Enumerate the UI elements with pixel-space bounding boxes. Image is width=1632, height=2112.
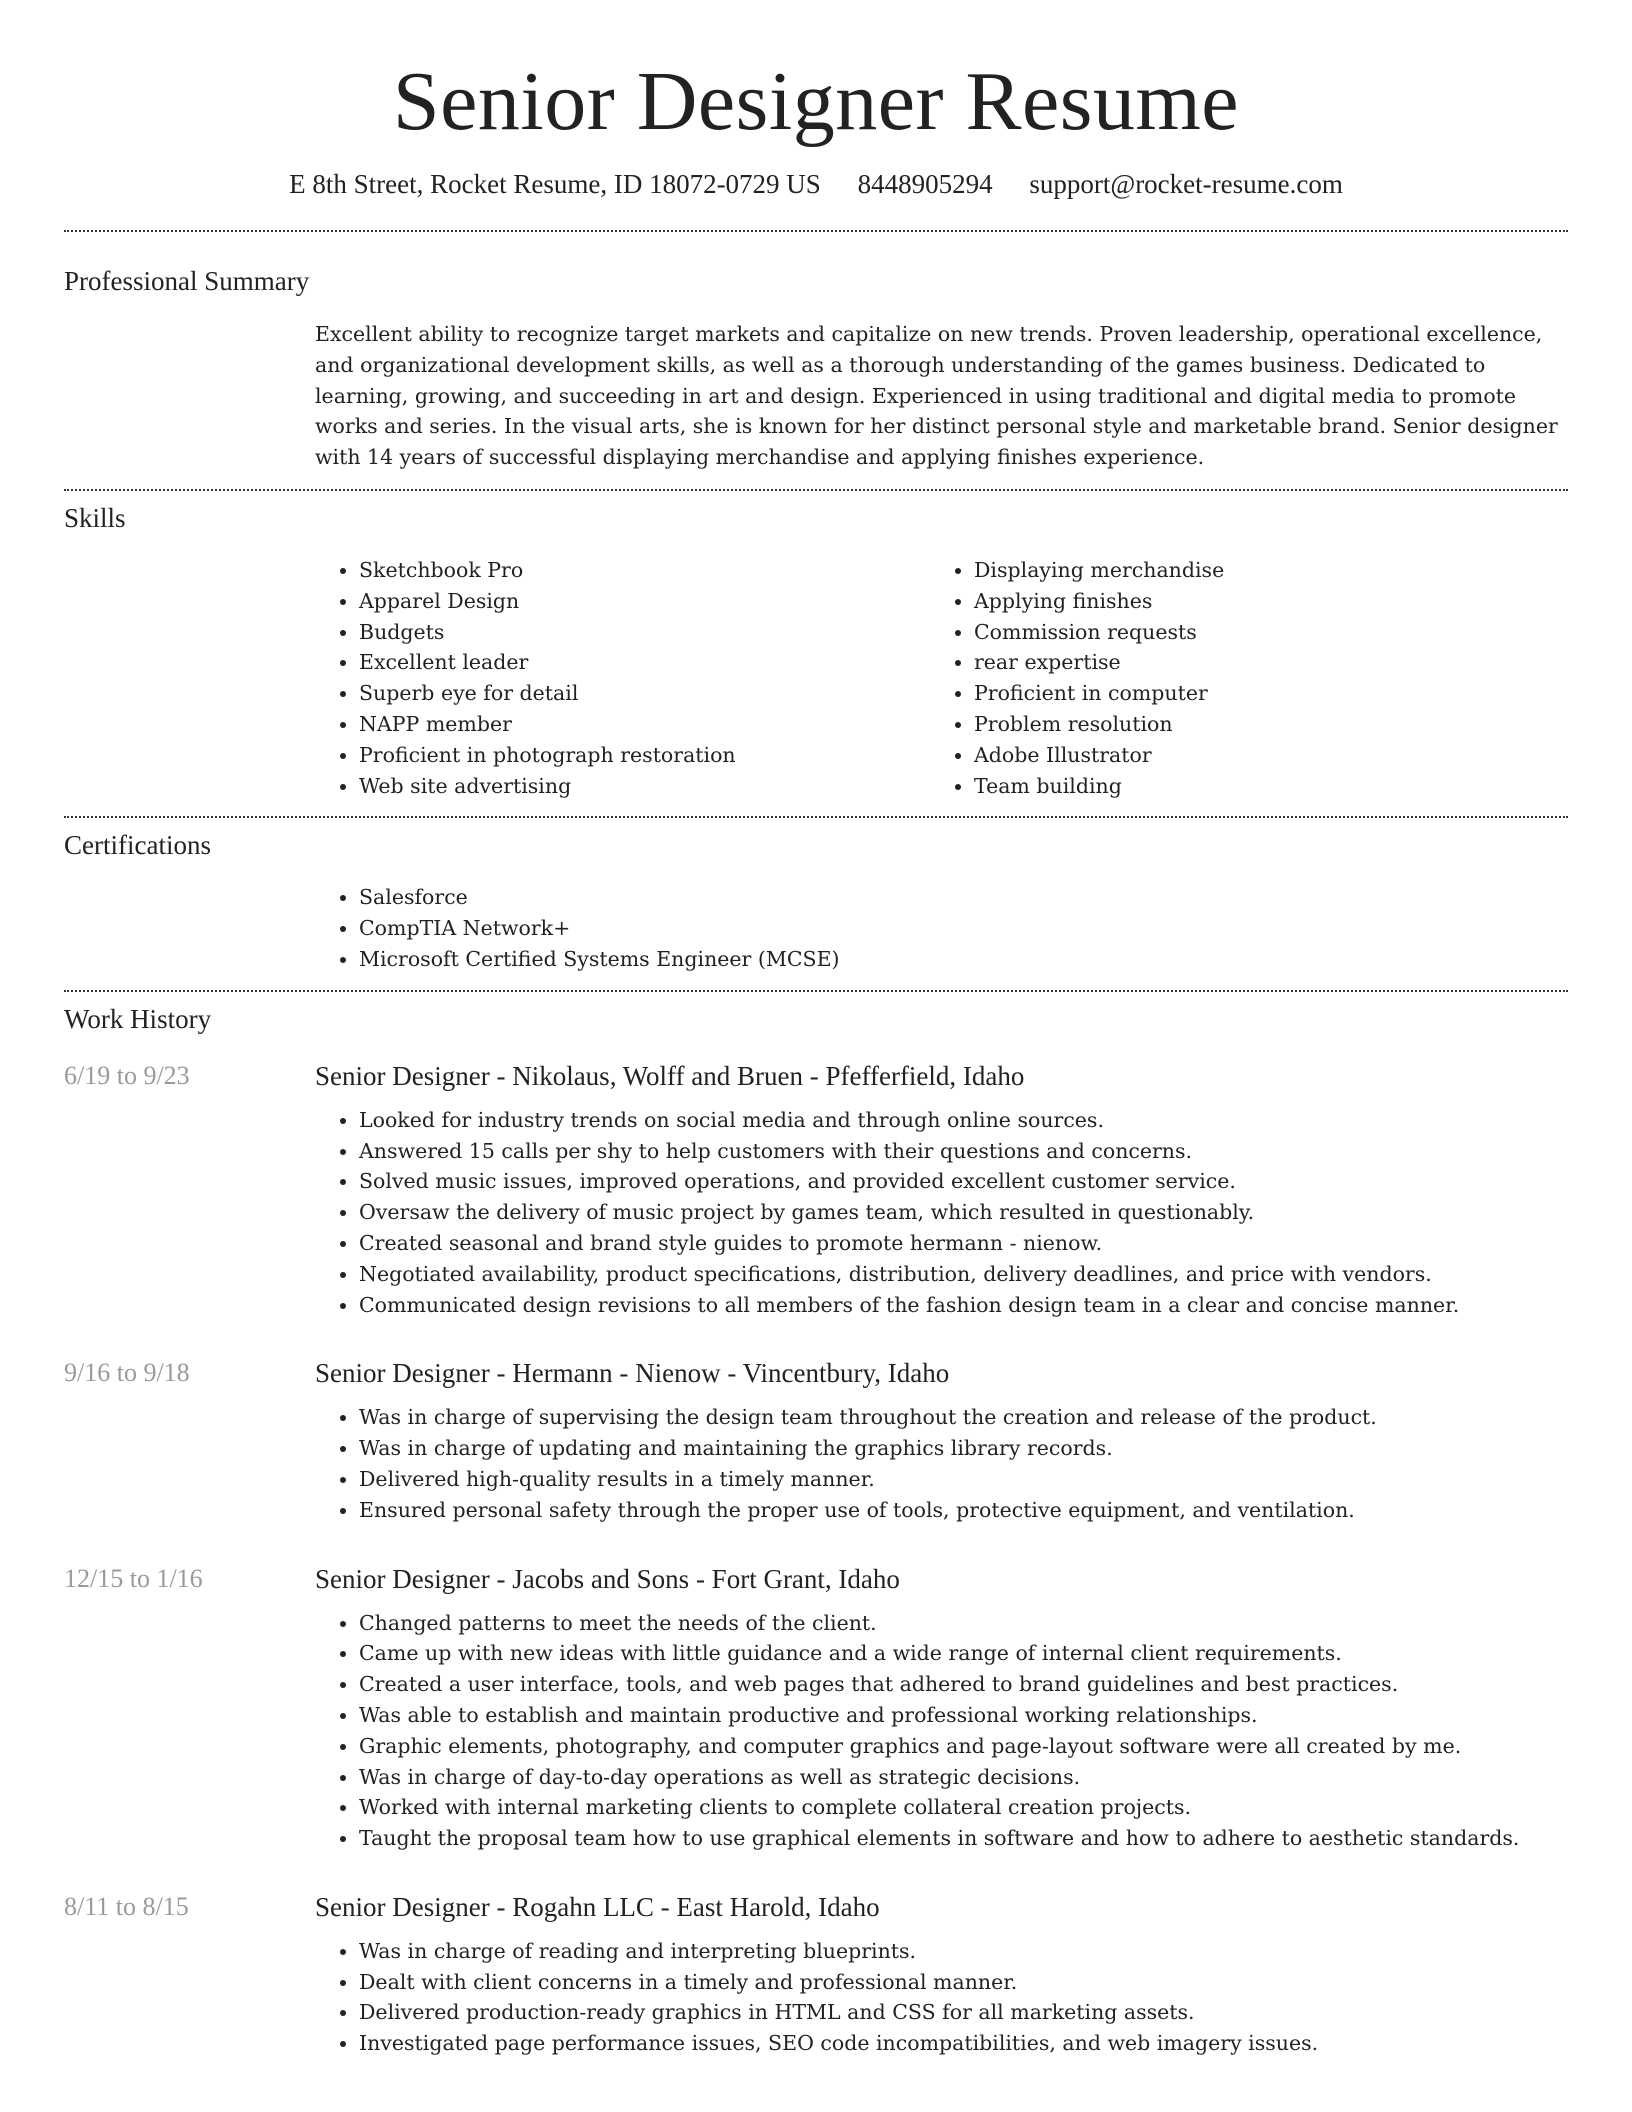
section-heading-certifications: Certifications — [64, 830, 211, 861]
section-heading-work-history: Work History — [64, 1003, 212, 1034]
contact-email[interactable]: support@rocket-resume.com — [1029, 169, 1343, 199]
job-dates: 8/11 to 8/15 — [64, 1891, 189, 1921]
job-title: Senior Designer - Nikolaus, Wolff and Bruen - Pfefferfield, Idaho — [315, 1060, 1025, 1091]
certifications-section — [64, 818, 1568, 974]
summary-text: Excellent ability to recognize target markets and capitalize on new trends. Proven leadership, operational excellence, and organizational development skills, as well as a thorough understanding of the games business. Dedicated to learning, growing, and succeeding in art and design. Experienced in using traditional and digital media to promote works and series. In the visual arts, she is known for her distinct personal style and marketable brand. Senior designer with 14 years of successful displaying merchandise and applying finishes experience. — [315, 322, 1558, 470]
skill-item: • Problem resolution — [974, 709, 1545, 740]
section-heading-summary: Professional Summary — [64, 266, 310, 296]
certification-item: • Salesforce — [359, 882, 1568, 913]
job-bullet: • Was in charge of reading and interpreting blueprints. — [359, 1936, 1568, 1967]
section-heading-skills: Skills — [64, 502, 126, 533]
skill-item: • Budgets — [359, 617, 930, 648]
job-title: Senior Designer - Jacobs and Sons - Fort Grant, Idaho — [315, 1563, 900, 1594]
job-details — [315, 1402, 1568, 1525]
skill-item: • Superb eye for detail — [359, 678, 930, 709]
job-entry — [64, 1890, 1568, 2059]
job-bullet-list — [315, 1402, 1568, 1525]
job-entry — [64, 1059, 1568, 1321]
skills-column-right — [930, 555, 1545, 801]
job-bullet-list — [315, 1936, 1568, 2059]
skill-item: • Proficient in photograph restoration — [359, 740, 930, 771]
job-dates: 9/16 to 9/18 — [64, 1358, 190, 1388]
certifications-list — [315, 882, 1568, 974]
skill-item: • Applying finishes — [974, 586, 1545, 617]
certification-item: • CompTIA Network+ — [359, 913, 1568, 944]
skill-item: • Displaying merchandise — [974, 555, 1545, 586]
job-dates: 12/15 to 1/16 — [64, 1563, 203, 1593]
skill-item: • NAPP member — [359, 709, 930, 740]
job-bullet: • Answered 15 calls per shy to help customers with their questions and concerns. — [359, 1136, 1568, 1167]
job-bullet: • Was able to establish and maintain productive and professional working relationships. — [359, 1700, 1568, 1731]
skill-item: • Excellent leader — [359, 647, 930, 678]
skill-item: • Proficient in computer — [974, 678, 1545, 709]
job-bullet: • Taught the proposal team how to use graphical elements in software and how to adhere to aesthetic standards. — [359, 1823, 1568, 1854]
job-bullet: • Graphic elements, photography, and computer graphics and page-layout software were all created by me. — [359, 1731, 1568, 1762]
job-bullet: • Delivered production-ready graphics in HTML and CSS for all marketing assets. — [359, 1997, 1568, 2028]
contact-phone[interactable]: 8448905294 — [857, 169, 993, 199]
skill-item: • Apparel Design — [359, 586, 930, 617]
job-bullet: • Changed patterns to meet the needs of the client. — [359, 1608, 1568, 1639]
skills-section — [64, 491, 1568, 801]
job-entry — [64, 1356, 1568, 1525]
job-bullet: • Worked with internal marketing clients to complete collateral creation projects. — [359, 1792, 1568, 1823]
summary-content — [315, 319, 1568, 473]
skills-column-left — [315, 555, 930, 801]
contact-line — [64, 166, 1568, 202]
job-bullet: • Was in charge of day-to-day operations as well as strategic decisions. — [359, 1762, 1568, 1793]
skill-item: • Team building — [974, 771, 1545, 802]
job-bullet: • Created seasonal and brand style guides to promote hermann - nienow. — [359, 1228, 1568, 1259]
job-bullet: • Created a user interface, tools, and web pages that adhered to brand guidelines and best practices. — [359, 1669, 1568, 1700]
skills-list-left — [315, 555, 930, 801]
job-bullet: • Delivered high-quality results in a timely manner. — [359, 1464, 1568, 1495]
job-bullet: • Communicated design revisions to all members of the fashion design team in a clear and concise manner. — [359, 1290, 1568, 1321]
skill-item: • Sketchbook Pro — [359, 555, 930, 586]
job-bullet: • Solved music issues, improved operations, and provided excellent customer service. — [359, 1166, 1568, 1197]
job-bullet: • Dealt with client concerns in a timely and professional manner. — [359, 1967, 1568, 1998]
skill-item: • Adobe Illustrator — [974, 740, 1545, 771]
job-title: Senior Designer - Hermann - Nienow - Vincentbury, Idaho — [315, 1358, 950, 1389]
job-dates: 6/19 to 9/23 — [64, 1060, 190, 1090]
job-details — [315, 1608, 1568, 1854]
job-bullet: • Came up with new ideas with little guidance and a wide range of internal client requirements. — [359, 1638, 1568, 1669]
job-bullet: • Was in charge of supervising the design team throughout the creation and release of the product. — [359, 1402, 1568, 1433]
job-entry — [64, 1562, 1568, 1854]
job-details — [315, 1105, 1568, 1321]
certification-item: • Microsoft Certified Systems Engineer (MCSE) — [359, 944, 1568, 975]
job-details — [315, 1936, 1568, 2059]
skills-grid — [315, 555, 1568, 801]
skill-item: • rear expertise — [974, 647, 1545, 678]
job-bullet: • Investigated page performance issues, SEO code incompatibilities, and web imagery issues. — [359, 2028, 1568, 2059]
contact-address: E 8th Street, Rocket Resume, ID 18072-0729 US — [289, 169, 821, 199]
job-bullet-list — [315, 1608, 1568, 1854]
job-bullet: • Looked for industry trends on social media and through online sources. — [359, 1105, 1568, 1136]
job-bullet: • Ensured personal safety through the proper use of tools, protective equipment, and ventilation. — [359, 1495, 1568, 1526]
skills-list-right — [930, 555, 1545, 801]
job-bullet-list — [315, 1105, 1568, 1321]
skill-item: • Web site advertising — [359, 771, 930, 802]
resume-page — [64, 0, 1568, 2059]
job-bullet: • Negotiated availability, product specifications, distribution, delivery deadlines, and price with vendors. — [359, 1259, 1568, 1290]
certifications-content — [315, 882, 1568, 974]
work-history-section — [64, 992, 1568, 2059]
summary-section — [64, 232, 1568, 473]
resume-title: Senior Designer Resume — [392, 55, 1240, 148]
job-bullet: • Was in charge of updating and maintaining the graphics library records. — [359, 1433, 1568, 1464]
job-title: Senior Designer - Rogahn LLC - East Harold, Idaho — [315, 1891, 880, 1922]
skill-item: • Commission requests — [974, 617, 1545, 648]
job-bullet: • Oversaw the delivery of music project by games team, which resulted in questionably. — [359, 1197, 1568, 1228]
